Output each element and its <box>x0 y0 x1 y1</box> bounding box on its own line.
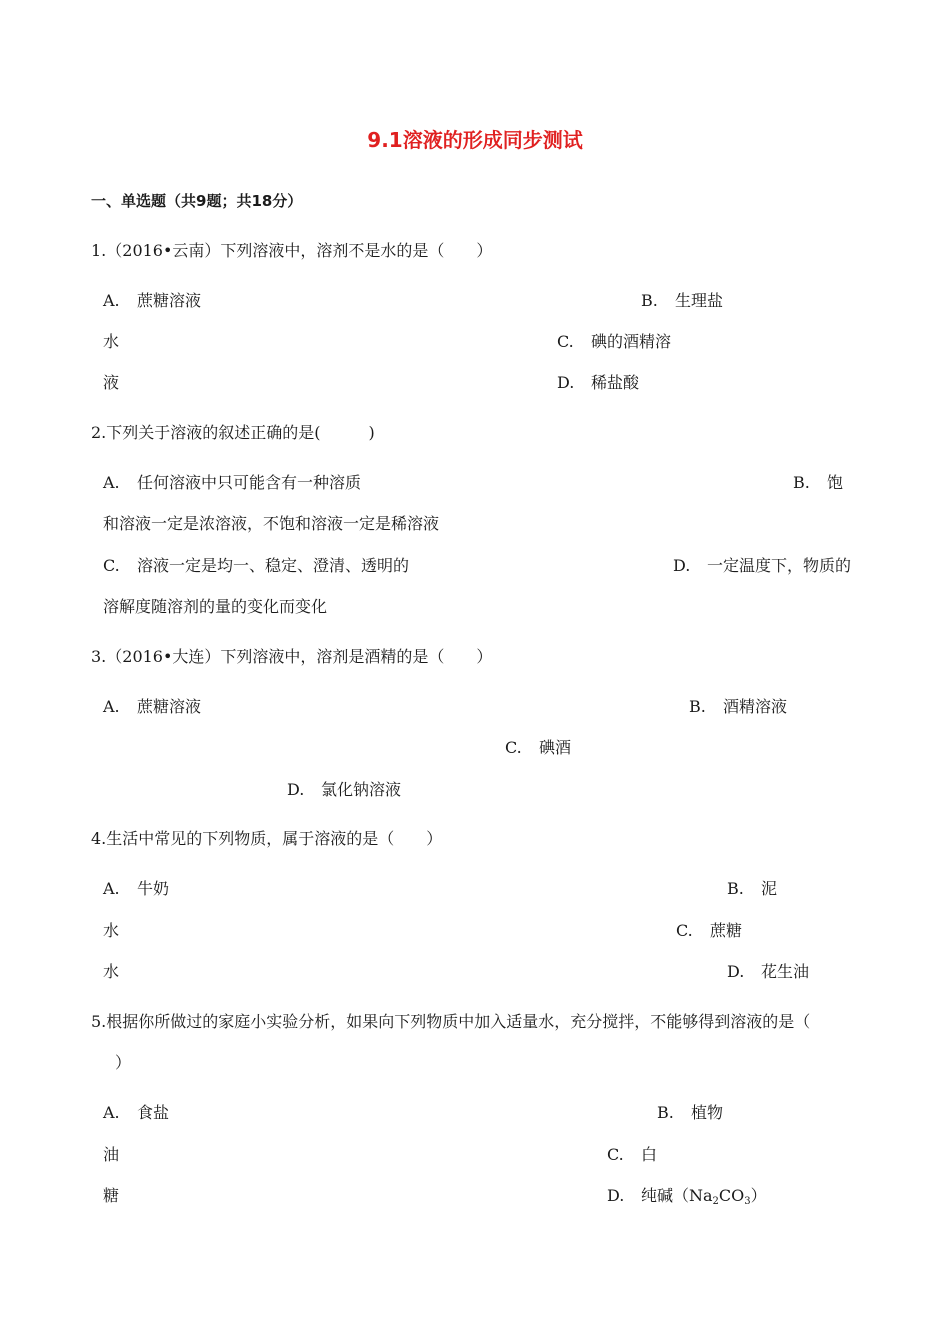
q3-option-a[interactable] <box>103 697 201 717</box>
option-text: 酒精溶液 <box>723 697 788 716</box>
option-text: 氯化钠溶液 <box>321 780 402 799</box>
option-label: B. <box>793 473 810 492</box>
q4-option-c[interactable] <box>676 921 742 941</box>
option-label: B. <box>657 1103 674 1122</box>
option-text: 稀盐酸 <box>591 373 640 392</box>
q1-option-c-continued: 液 <box>103 373 120 392</box>
page-title: 9.1溶液的形成同步测试 <box>367 128 583 152</box>
question-5-stem: 5.根据你所做过的家庭小实验分析，如果向下列物质中加入适量水，充分搅拌，不能够得到溶液的是（ <box>91 1012 811 1031</box>
q4-option-c-continued: 水 <box>103 962 120 981</box>
q3-option-c[interactable] <box>505 738 571 758</box>
section-heading: 一、单选题（共9题；共18分） <box>91 192 303 210</box>
q5-option-b[interactable] <box>657 1103 723 1123</box>
option-text: 牛奶 <box>137 879 170 898</box>
option-text-pre: 纯碱（Na <box>641 1186 713 1205</box>
option-text: 生理盐 <box>675 291 724 310</box>
option-text: 溶液一定是均一、稳定、澄清、透明的 <box>137 556 410 575</box>
subscript-2: 2 <box>712 1196 719 1207</box>
option-label: D. <box>673 556 691 575</box>
option-label: D. <box>727 962 745 981</box>
option-text: 白 <box>641 1145 658 1164</box>
option-text: 泥 <box>761 879 778 898</box>
option-label: A. <box>103 879 120 898</box>
q1-option-d[interactable] <box>557 373 639 393</box>
subscript-3: 3 <box>744 1196 751 1207</box>
q2-option-d-continued: 溶解度随溶剂的量的变化而变化 <box>103 597 328 616</box>
option-label: D. <box>557 373 575 392</box>
q1-option-b[interactable] <box>641 291 723 311</box>
option-text: 花生油 <box>761 962 810 981</box>
option-text: 蔗糖溶液 <box>137 291 202 310</box>
q1-option-a[interactable] <box>103 291 201 311</box>
option-label: A. <box>103 697 120 716</box>
q1-option-c[interactable] <box>557 332 671 352</box>
q2-option-a[interactable] <box>103 473 361 493</box>
question-4-stem: 4.生活中常见的下列物质，属于溶液的是（ ） <box>91 829 443 848</box>
option-label: B. <box>689 697 706 716</box>
option-label: B. <box>727 879 744 898</box>
option-text: 碘酒 <box>539 738 572 757</box>
q5-option-b-continued: 油 <box>103 1145 120 1164</box>
question-1-stem: 1.（2016•云南）下列溶液中，溶剂不是水的是（ ） <box>91 241 493 260</box>
q4-option-a[interactable] <box>103 879 169 899</box>
q2-option-b-continued: 和溶液一定是浓溶液，不饱和溶液一定是稀溶液 <box>103 514 440 533</box>
option-text: 蔗糖 <box>710 921 743 940</box>
q4-option-d[interactable] <box>727 962 809 982</box>
question-2-stem: 2.下列关于溶液的叙述正确的是( ) <box>91 423 375 442</box>
option-text: 饱 <box>827 473 844 492</box>
question-5-stem-continued: ） <box>115 1053 132 1072</box>
option-text: 任何溶液中只可能含有一种溶质 <box>137 473 362 492</box>
option-label: D. <box>287 780 305 799</box>
q5-option-a[interactable] <box>103 1103 169 1123</box>
q2-option-c[interactable] <box>103 556 409 576</box>
q2-option-b[interactable] <box>793 473 843 493</box>
option-text-mid: CO <box>718 1186 745 1205</box>
option-label: A. <box>103 1103 120 1122</box>
q3-option-d[interactable] <box>287 780 401 800</box>
option-text: 植物 <box>691 1103 724 1122</box>
option-label: A. <box>103 473 120 492</box>
option-text: 食盐 <box>137 1103 170 1122</box>
option-label: C. <box>557 332 574 351</box>
option-label: A. <box>103 291 120 310</box>
q2-option-d[interactable] <box>673 556 851 576</box>
q5-option-c[interactable] <box>607 1145 657 1165</box>
option-text: 碘的酒精溶 <box>591 332 672 351</box>
option-label: D. <box>607 1186 625 1205</box>
q3-option-b[interactable] <box>689 697 787 717</box>
option-text: 一定温度下，物质的 <box>707 556 852 575</box>
option-label: C. <box>103 556 120 575</box>
option-text-post: ） <box>750 1186 767 1205</box>
q5-option-d[interactable] <box>607 1186 767 1206</box>
option-text: 蔗糖溶液 <box>137 697 202 716</box>
q1-option-b-continued: 水 <box>103 332 120 351</box>
option-label: C. <box>607 1145 624 1164</box>
q4-option-b[interactable] <box>727 879 777 899</box>
q4-option-b-continued: 水 <box>103 921 120 940</box>
option-label: B. <box>641 291 658 310</box>
question-3-stem: 3.（2016•大连）下列溶液中，溶剂是酒精的是（ ） <box>91 647 493 666</box>
option-label: C. <box>505 738 522 757</box>
option-label: C. <box>676 921 693 940</box>
q5-option-c-continued: 糖 <box>103 1186 120 1205</box>
